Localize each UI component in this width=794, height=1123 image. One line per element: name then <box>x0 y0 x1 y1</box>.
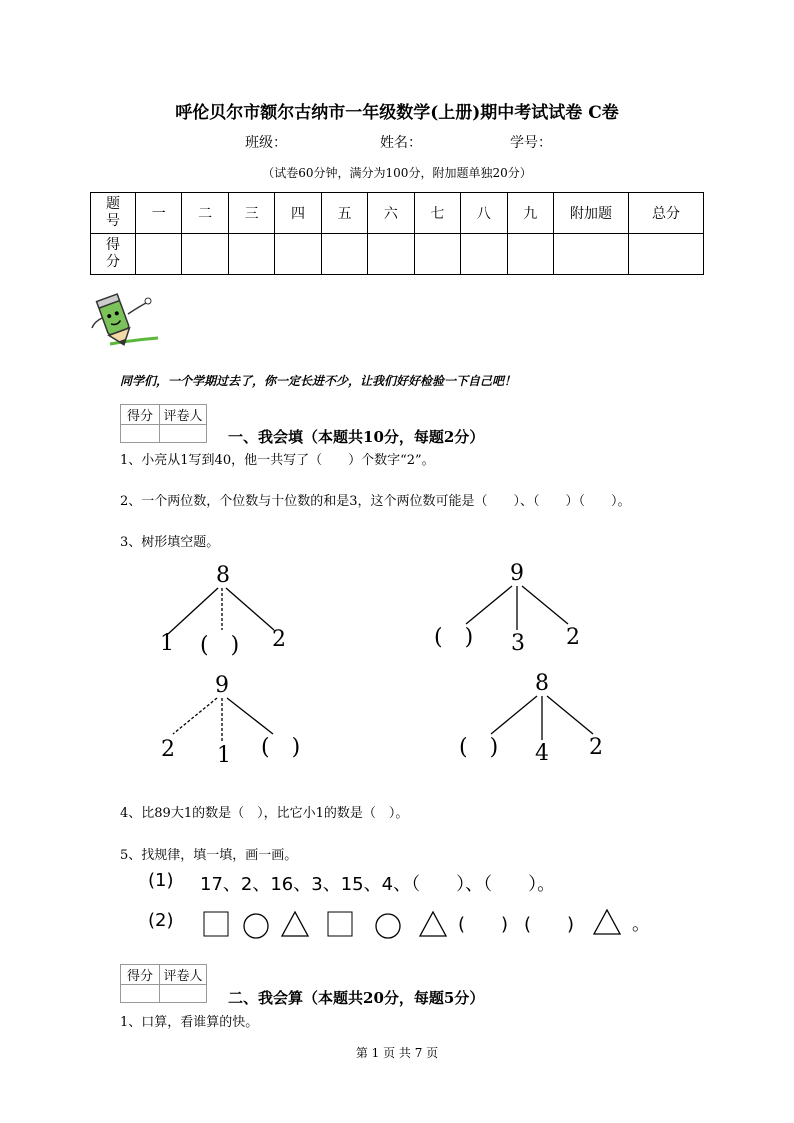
shape-pattern <box>196 904 648 944</box>
name-label: 姓名： <box>380 135 422 151</box>
column-header: 三 <box>228 193 274 234</box>
tree-right-node: ( ) <box>261 735 301 760</box>
question-1-5: 5、找规律，填一填，画一画。 <box>120 848 298 863</box>
score-table-row-label <box>91 193 136 234</box>
score-cell[interactable] <box>461 234 507 275</box>
column-header: 二 <box>182 193 228 234</box>
question-1-3: 3、树形填空题。 <box>120 535 220 550</box>
score-cell[interactable] <box>414 234 460 275</box>
tree-left-node: 2 <box>161 737 175 762</box>
score-cell[interactable] <box>507 234 554 275</box>
tree-middle-node: 3 <box>511 631 525 656</box>
grader-box <box>120 404 207 443</box>
grader-score-label: 得分 <box>121 965 160 985</box>
question-1-4: 4、比89大1的数是（ ），比它小1的数是（ ）。 <box>120 806 409 821</box>
pattern-1-label: (1) <box>148 870 174 891</box>
section2-title: 二、我会算（本题共20分，每题5分） <box>228 989 485 1007</box>
triangle-icon <box>282 912 308 936</box>
grader-score-label: 得分 <box>121 405 160 425</box>
pattern-2-end: 。 <box>632 914 650 935</box>
tree-left-node: ( ) <box>459 735 499 760</box>
page-title: 呼伦贝尔市额尔古纳市一年级数学(上册)期中考试试卷 C卷 <box>175 103 619 123</box>
pattern-2-blank-1[interactable]: ( ) <box>458 914 509 935</box>
tree-left-node: ( ) <box>434 625 474 650</box>
question-2-1: 1、口算，看谁算的快。 <box>120 1015 259 1030</box>
section1-title: 一、我会填（本题共10分，每题2分） <box>228 428 485 446</box>
tree-right-node: 2 <box>589 735 603 760</box>
tree-middle-node: 1 <box>217 743 231 768</box>
grader-score-cell[interactable] <box>121 985 160 1003</box>
page-footer: 第 1 页 共 7 页 <box>355 1046 439 1060</box>
column-header: 总分 <box>629 193 704 234</box>
score-table-score-row <box>91 234 704 275</box>
tree-top-number: 8 <box>535 671 549 696</box>
pencil-mascot-icon <box>88 292 164 352</box>
question-1-1: 1、小亮从1写到40，他一共写了（ ）个数字“2”。 <box>120 453 435 468</box>
circle-icon <box>376 914 400 938</box>
column-header: 五 <box>321 193 367 234</box>
column-header: 六 <box>368 193 414 234</box>
pattern-2-blank-2[interactable]: ( ) <box>524 914 575 935</box>
score-table-header-row <box>91 193 704 234</box>
pattern-1-sequence: 17、2、16、3、15、4、（ ）、（ ）。 <box>200 874 556 895</box>
tree-right-node: 2 <box>272 627 286 652</box>
circle-icon <box>244 914 268 938</box>
number-tree <box>455 668 625 773</box>
tree-top-number: 9 <box>215 673 229 698</box>
pattern-2-label: (2) <box>148 910 174 931</box>
tree-right-node: 2 <box>566 625 580 650</box>
id-label: 学号： <box>510 135 552 151</box>
column-header: 九 <box>507 193 554 234</box>
score-table <box>90 192 704 275</box>
grader-reviewer-cell[interactable] <box>160 985 207 1003</box>
question-1-2: 2、一个两位数，个位数与十位数的和是3，这个两位数可能是（ ）、（ ）（ ）。 <box>120 494 631 509</box>
grader-score-cell[interactable] <box>121 425 160 443</box>
triangle-icon <box>420 912 446 936</box>
score-cell[interactable] <box>629 234 704 275</box>
exam-note: （试卷60分钟，满分为100分，附加题单独20分） <box>262 166 532 180</box>
column-header: 八 <box>461 193 507 234</box>
score-cell[interactable] <box>554 234 629 275</box>
tree-left-node: 1 <box>160 631 174 656</box>
grader-reviewer-cell[interactable] <box>160 425 207 443</box>
tree-middle-node: ( ) <box>200 633 240 658</box>
score-cell[interactable] <box>368 234 414 275</box>
grader-box <box>120 964 207 1003</box>
encouragement-text: 同学们，一个学期过去了，你一定长进不少，让我们好好检验一下自己吧！ <box>120 374 517 388</box>
class-label: 班级： <box>245 135 287 151</box>
score-cell[interactable] <box>321 234 367 275</box>
column-header: 四 <box>275 193 321 234</box>
tree-top-number: 9 <box>510 561 524 586</box>
tree-middle-node: 4 <box>535 741 549 766</box>
row-label-question: 题号 <box>106 196 120 229</box>
grader-reviewer-label: 评卷人 <box>160 405 207 425</box>
number-tree <box>155 670 325 775</box>
column-header: 一 <box>136 193 182 234</box>
triangle-icon <box>594 910 620 934</box>
row-label-score: 得分 <box>106 237 120 270</box>
column-header: 七 <box>414 193 460 234</box>
number-tree <box>150 560 300 665</box>
score-cell[interactable] <box>275 234 321 275</box>
square-icon <box>328 912 352 936</box>
tree-top-number: 8 <box>216 563 230 588</box>
score-cell[interactable] <box>228 234 274 275</box>
number-tree <box>430 558 600 663</box>
score-cell[interactable] <box>182 234 228 275</box>
score-cell[interactable] <box>136 234 182 275</box>
square-icon <box>204 912 228 936</box>
column-header: 附加题 <box>554 193 629 234</box>
grader-reviewer-label: 评卷人 <box>160 965 207 985</box>
score-table-row-label <box>91 234 136 275</box>
